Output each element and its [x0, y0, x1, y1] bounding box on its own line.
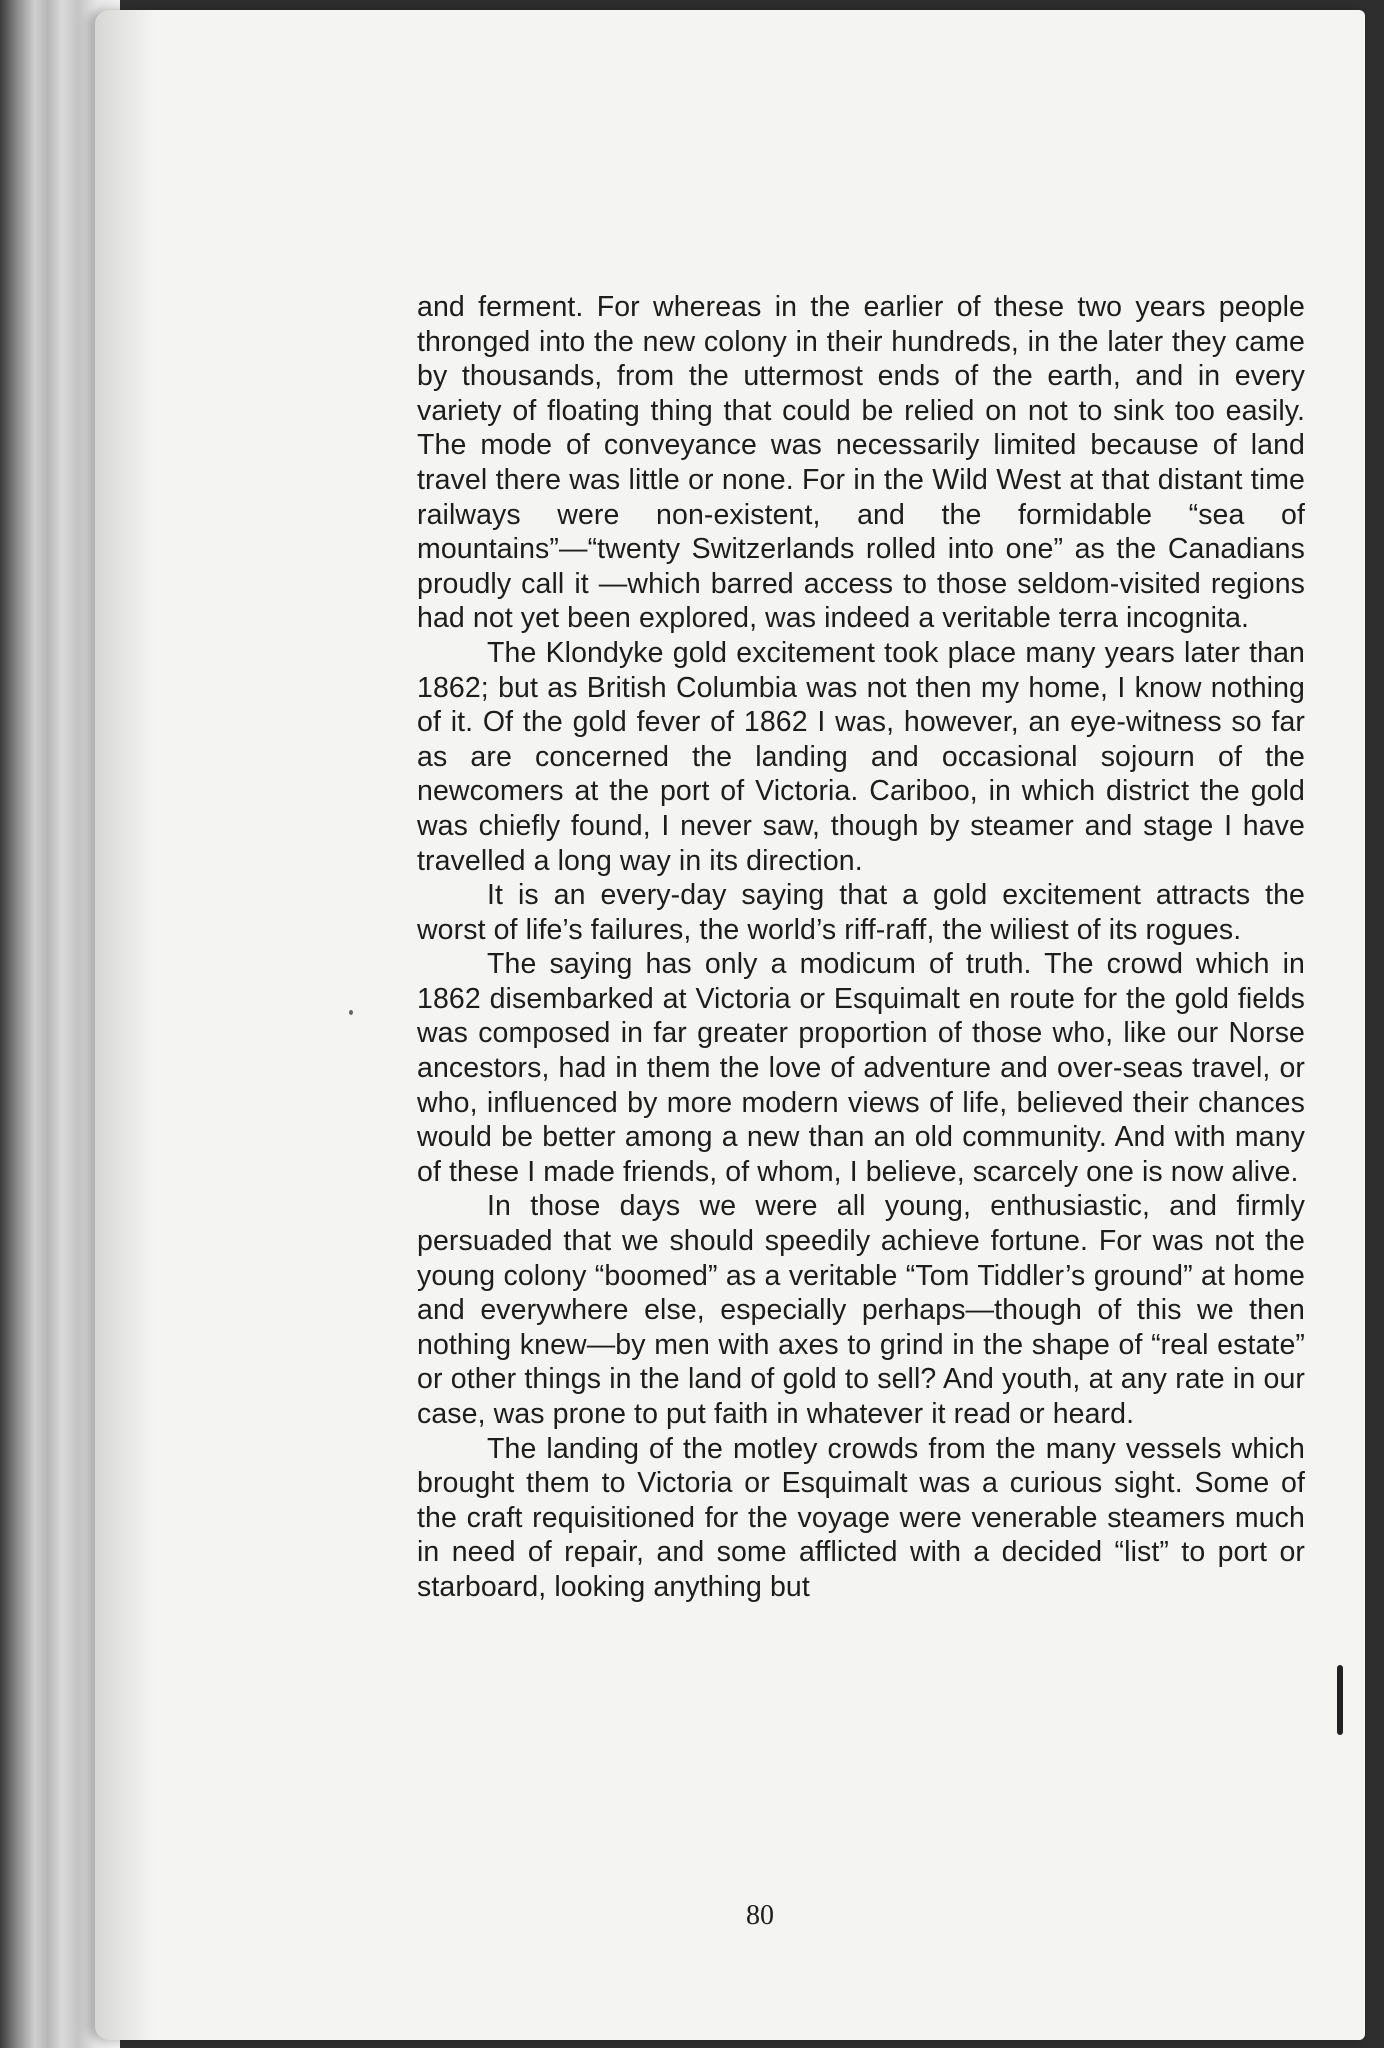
paragraph-5: In those days we were all young, enthusiastic, and firmly persuaded that we should speedily achieve fortune. For was not the young colony “boomed” as a veritable “Tom Tiddler’s ground” at home and everywhere else, especially perhaps—though of this we then nothing knew—by men with axes to grind in the shape of “real estate” or other things in the land of gold to sell? And youth, at any rate in our case, was prone to put faith in whatever it read or heard. [417, 1190, 1305, 1430]
page-edge-mark [1337, 1665, 1343, 1735]
body-text [417, 290, 1305, 1605]
book-page [95, 10, 1365, 2040]
page-number: 80 [746, 1900, 774, 1931]
paragraph-6: The landing of the motley crowds from the many vessels which brought them to Victoria or Esquimalt was a curious sight. Some of the craft requisitioned for the voyage were venerable steamers much in need of repair, and some afflicted with a decided “list” to port or starboard, looking anything but [417, 1432, 1305, 1603]
paragraph-1: and ferment. For whereas in the earlier of these two years people thronged into the new colony in their hundreds, in the later they came by thousands, from the uttermost ends of the earth, and in every variety of floating thing that could be relied on not to sink too easily. The mode of conveyance was necessarily limited because of land travel there was little or none. For in the Wild West at that distant time railways were non-existent, and the formidable “sea of mountains”—“twenty Switzerlands rolled into one” as the Canadians proudly call it —which barred access to those seldom-visited regions had not yet been explored, was indeed a veritable terra incognita. [417, 291, 1305, 635]
paragraph-4: The saying has only a modicum of truth. The crowd which in 1862 disembarked at Victoria or Esquimalt en route for the gold fields was composed in far greater proportion of those who, like our Norse ancestors, had in them the love of adventure and over-seas travel, or who, influenced by more modern views of life, believed their chances would be better among a new than an old community. And with many of these I made friends, of whom, I believe, scarcely one is now alive. [417, 948, 1305, 1188]
paragraph-2: The Klondyke gold excitement took place many years later than 1862; but as British Columbia was not then my home, I know nothing of it. Of the gold fever of 1862 I was, however, an eye-witness so far as are concerned the landing and occasional sojourn of the newcomers at the port of Victoria. Cariboo, in which district the gold was chiefly found, I never saw, though by steamer and stage I have travelled a long way in its direction. [417, 636, 1305, 877]
stray-ink-mark [349, 1010, 353, 1015]
paragraph-3: It is an every-day saying that a gold excitement attracts the worst of life’s failures, the world’s riff-raff, the wiliest of its rogues. [417, 879, 1305, 946]
